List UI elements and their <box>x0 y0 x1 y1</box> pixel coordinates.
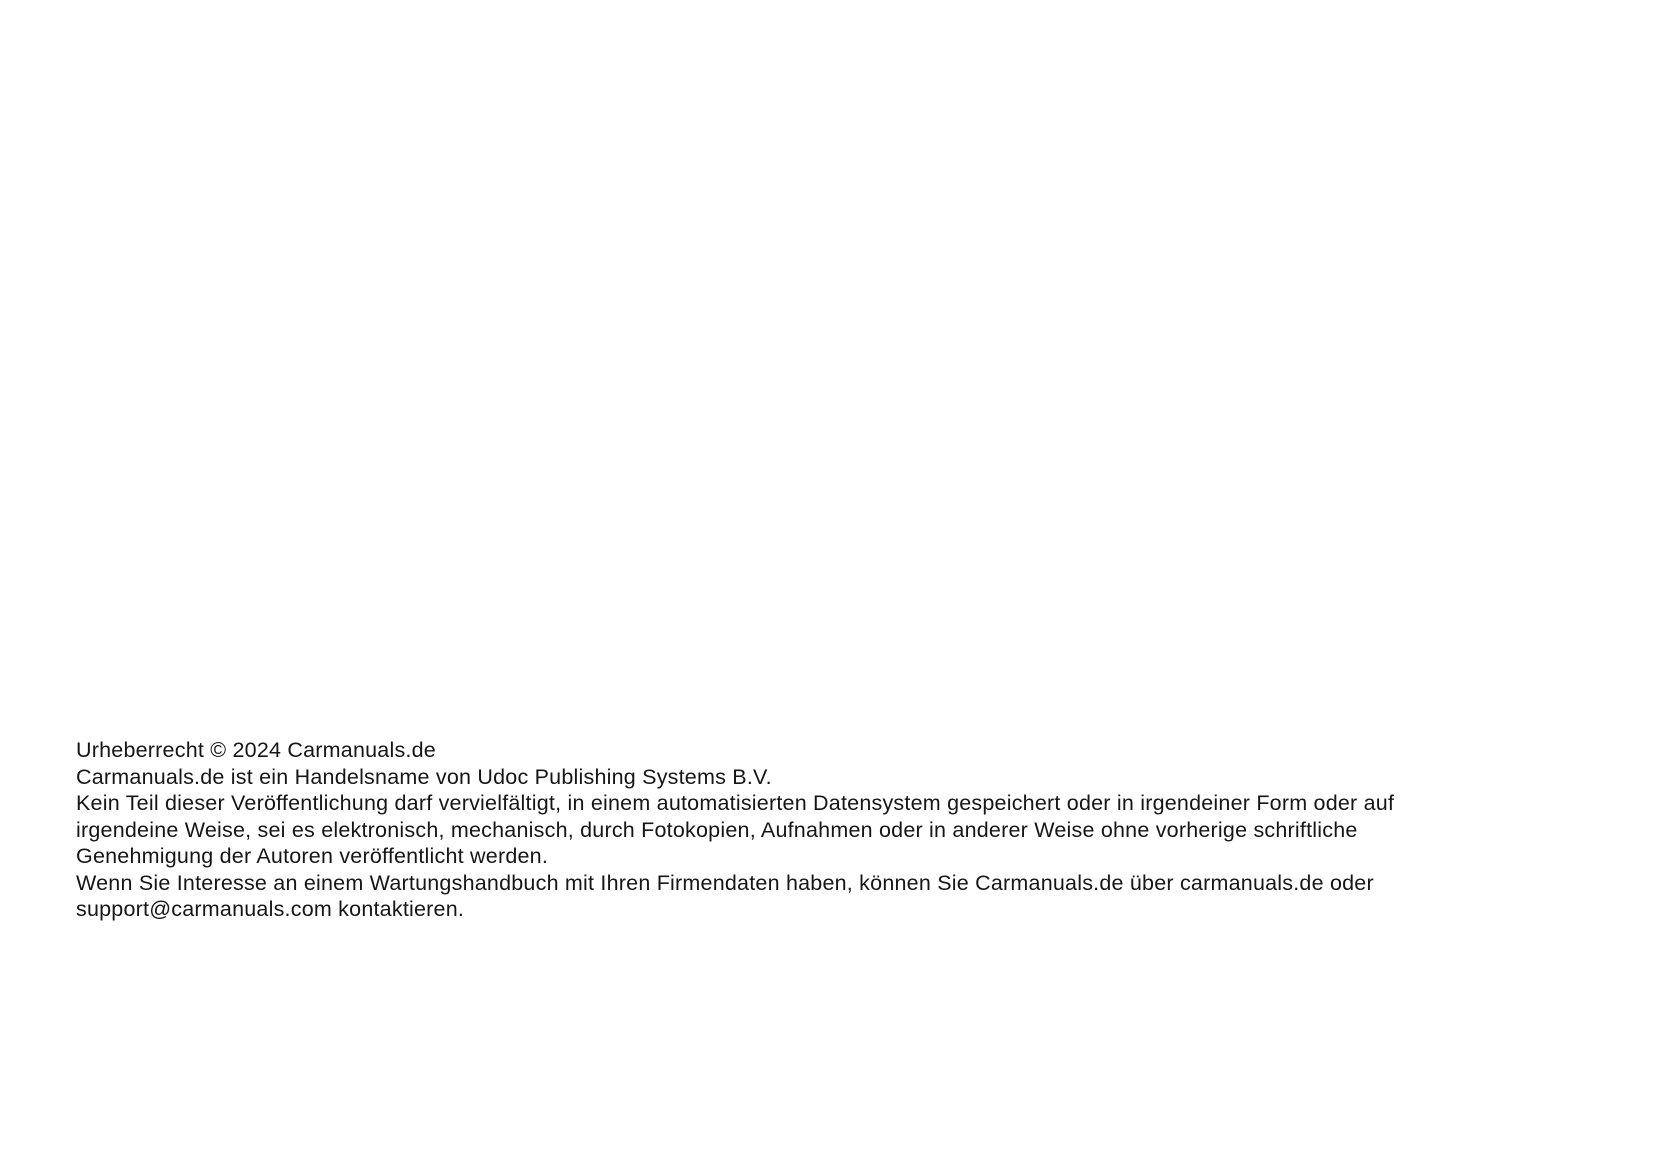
copyright-contact-paragraph: Wenn Sie Interesse an einem Wartungshandbuch mit Ihren Firmendaten haben, können Sie Carmanuals.de über carmanuals.de oder support@carmanuals.com kontaktieren. <box>76 870 1374 921</box>
copyright-tradename-line: Carmanuals.de ist ein Handelsname von Udoc Publishing Systems B.V. <box>76 764 772 789</box>
copyright-notice <box>76 737 1496 923</box>
copyright-owner-line: Urheberrecht © 2024 Carmanuals.de <box>76 738 436 762</box>
copyright-rights-paragraph: Kein Teil dieser Veröffentlichung darf vervielfältigt, in einem automatisierten Datensystem gespeichert oder in irgendeiner Form oder auf irgendeine Weise, sei es elektronisch, mechanisch, durch Fotokopien, Aufnahmen oder in anderer Weise ohne vorherige schriftliche Genehmigung der Autoren veröffentlicht werden. <box>76 791 1395 868</box>
